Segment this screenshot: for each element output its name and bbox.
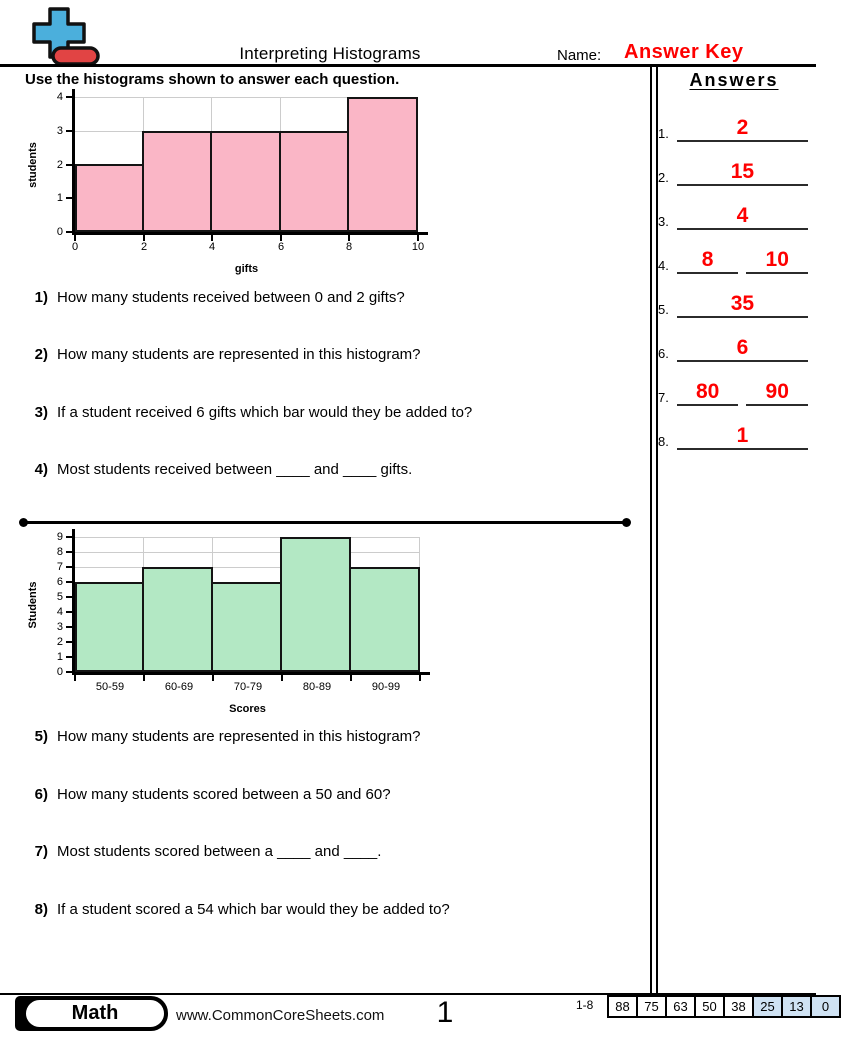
y-axis-tick bbox=[66, 611, 72, 613]
y-tick-label: 5 bbox=[56, 591, 63, 603]
answers-column-divider bbox=[650, 67, 658, 993]
answer-value: 1 bbox=[677, 425, 808, 450]
question-number: 2) bbox=[34, 346, 48, 363]
question-text: How many students are represented in this histogram? bbox=[57, 728, 421, 745]
answers-header: Answers bbox=[689, 70, 779, 90]
x-tick-label: 0 bbox=[71, 241, 79, 253]
answer-value: 90 bbox=[746, 381, 808, 406]
y-axis bbox=[72, 529, 75, 675]
answer-row bbox=[658, 96, 808, 142]
histogram-bar bbox=[142, 567, 213, 672]
x-tick-label: 4 bbox=[208, 241, 216, 253]
subject-badge-label: Math bbox=[26, 1000, 164, 1027]
question-text: If a student scored a 54 which bar would they be added to? bbox=[57, 901, 450, 918]
gridline-horizontal bbox=[75, 552, 420, 553]
question-text: How many students received between 0 and 2 gifts? bbox=[57, 289, 405, 306]
y-axis bbox=[72, 89, 75, 235]
y-axis-title bbox=[25, 537, 41, 672]
x-axis-title: gifts bbox=[234, 263, 259, 275]
page-number: 1 bbox=[436, 996, 454, 1029]
x-category-label: 50-59 bbox=[95, 681, 125, 693]
y-axis-title-text: Students bbox=[27, 580, 39, 629]
answer-row bbox=[658, 184, 808, 230]
question-number: 6) bbox=[34, 786, 48, 803]
y-axis-tick bbox=[66, 626, 72, 628]
score-cell: 50 bbox=[694, 995, 725, 1018]
x-axis-tick bbox=[419, 675, 421, 681]
x-axis-tick bbox=[417, 235, 419, 241]
question-number: 8) bbox=[34, 901, 48, 918]
website-text: www.CommonCoreSheets.com bbox=[176, 1007, 385, 1024]
y-axis-title-text: students bbox=[27, 141, 39, 188]
page-title: Interpreting Histograms bbox=[239, 44, 421, 63]
header-rule bbox=[0, 64, 816, 67]
x-axis-title: Scores bbox=[229, 703, 266, 715]
commoncoresheets-logo bbox=[26, 6, 108, 68]
x-axis-tick bbox=[74, 235, 76, 241]
x-axis-tick bbox=[212, 675, 214, 681]
y-axis-title bbox=[25, 97, 41, 232]
minus-icon bbox=[53, 48, 98, 64]
x-axis-tick bbox=[74, 675, 76, 681]
question-text: How many students scored between a 50 and 60? bbox=[57, 786, 391, 803]
y-axis-tick bbox=[66, 197, 72, 199]
answer-value: 2 bbox=[677, 117, 808, 142]
question-row bbox=[28, 900, 624, 919]
y-axis-tick bbox=[66, 130, 72, 132]
score-cell: 13 bbox=[781, 995, 812, 1018]
y-tick-label: 4 bbox=[56, 606, 63, 618]
y-tick-label: 4 bbox=[56, 91, 63, 103]
x-tick-label: 2 bbox=[140, 241, 148, 253]
x-category-label: 60-69 bbox=[164, 681, 194, 693]
question-row bbox=[28, 345, 624, 364]
question-row bbox=[28, 460, 624, 479]
histogram-bar bbox=[75, 164, 144, 232]
y-axis-tick bbox=[66, 656, 72, 658]
y-tick-label: 3 bbox=[56, 124, 63, 137]
divider-dot-right bbox=[622, 518, 631, 527]
name-label: Name: bbox=[557, 47, 602, 64]
y-tick-label: 6 bbox=[56, 576, 63, 588]
question-row bbox=[28, 403, 624, 422]
answer-row bbox=[658, 140, 808, 186]
scores-histogram bbox=[27, 531, 420, 715]
y-axis-tick bbox=[66, 96, 72, 98]
subject-badge bbox=[15, 996, 168, 1031]
answer-row bbox=[658, 228, 808, 274]
question-row bbox=[28, 727, 624, 746]
answer-number: 1. bbox=[658, 126, 669, 141]
histogram-bar bbox=[211, 582, 282, 672]
y-tick-label: 8 bbox=[56, 546, 63, 558]
score-cell: 75 bbox=[636, 995, 667, 1018]
x-tick-label: 10 bbox=[411, 241, 425, 253]
histogram-bar bbox=[349, 567, 420, 672]
score-cell: 38 bbox=[723, 995, 754, 1018]
gifts-histogram bbox=[27, 91, 425, 275]
y-tick-label: 7 bbox=[56, 561, 63, 573]
score-cell: 88 bbox=[607, 995, 638, 1018]
y-tick-label: 0 bbox=[56, 226, 63, 238]
answer-number: 8. bbox=[658, 434, 669, 449]
answer-value: 80 bbox=[677, 381, 739, 406]
score-table bbox=[607, 995, 841, 1018]
y-axis-tick bbox=[66, 566, 72, 568]
y-axis-tick bbox=[66, 231, 72, 233]
x-category-label: 80-89 bbox=[302, 681, 332, 693]
histogram-bar bbox=[142, 131, 212, 232]
y-axis-tick bbox=[66, 551, 72, 553]
instruction-text: Use the histograms shown to answer each question. bbox=[25, 71, 400, 88]
score-cell: 0 bbox=[810, 995, 841, 1018]
question-text: How many students are represented in this histogram? bbox=[57, 346, 421, 363]
question-row bbox=[28, 785, 624, 804]
x-axis-tick bbox=[211, 235, 213, 241]
question-text: If a student received 6 gifts which bar would they be added to? bbox=[57, 404, 473, 421]
answer-value: 10 bbox=[746, 249, 808, 274]
answer-key-text: Answer Key bbox=[624, 41, 744, 63]
answer-row bbox=[658, 316, 808, 362]
answer-number: 3. bbox=[658, 214, 669, 229]
histogram-bar bbox=[280, 537, 351, 672]
y-tick-label: 0 bbox=[56, 666, 63, 678]
section-divider bbox=[24, 521, 626, 524]
answer-value: 6 bbox=[677, 337, 808, 362]
histogram-bar bbox=[347, 97, 418, 232]
answer-row bbox=[658, 272, 808, 318]
score-cell: 63 bbox=[665, 995, 696, 1018]
answer-value: 4 bbox=[677, 205, 808, 230]
x-axis-tick bbox=[281, 675, 283, 681]
y-axis-tick bbox=[66, 581, 72, 583]
x-axis-tick bbox=[280, 235, 282, 241]
answer-value: 8 bbox=[677, 249, 739, 274]
answer-row bbox=[658, 360, 808, 406]
question-number: 4) bbox=[34, 461, 48, 478]
answer-value: 15 bbox=[677, 161, 808, 186]
histogram-bar bbox=[75, 582, 144, 672]
x-axis-tick bbox=[350, 675, 352, 681]
question-number: 1) bbox=[34, 289, 48, 306]
answer-number: 2. bbox=[658, 170, 669, 185]
y-tick-label: 1 bbox=[56, 651, 63, 663]
x-axis-tick bbox=[143, 235, 145, 241]
x-category-label: 70-79 bbox=[233, 681, 263, 693]
histogram-bar bbox=[210, 131, 281, 232]
gridline-horizontal bbox=[75, 537, 420, 538]
divider-dot-left bbox=[19, 518, 28, 527]
x-tick-label: 8 bbox=[345, 241, 353, 253]
x-tick-label: 6 bbox=[277, 241, 285, 253]
y-tick-label: 9 bbox=[56, 531, 63, 543]
x-axis bbox=[72, 232, 428, 235]
y-axis-tick bbox=[66, 164, 72, 166]
y-tick-label: 2 bbox=[56, 158, 63, 171]
x-axis bbox=[72, 672, 430, 675]
answer-number: 6. bbox=[658, 346, 669, 361]
answer-number: 4. bbox=[658, 258, 669, 273]
y-tick-label: 2 bbox=[56, 636, 63, 648]
answer-row bbox=[658, 404, 808, 450]
y-axis-tick bbox=[66, 671, 72, 673]
plus-minus-logo-graphic bbox=[26, 6, 108, 68]
score-range-label: 1-8 bbox=[576, 998, 594, 1012]
question-number: 5) bbox=[34, 728, 48, 745]
x-axis-tick bbox=[348, 235, 350, 241]
y-axis-tick bbox=[66, 596, 72, 598]
answer-number: 7. bbox=[658, 390, 669, 405]
question-number: 3) bbox=[34, 404, 48, 421]
question-number: 7) bbox=[34, 843, 48, 860]
histogram-bar bbox=[279, 131, 349, 232]
y-tick-label: 3 bbox=[56, 621, 63, 633]
question-row bbox=[28, 288, 624, 307]
answer-number: 5. bbox=[658, 302, 669, 317]
x-axis-tick bbox=[143, 675, 145, 681]
question-text: Most students received between ____ and ____ gifts. bbox=[57, 461, 413, 478]
y-axis-tick bbox=[66, 536, 72, 538]
question-row bbox=[28, 842, 624, 861]
question-text: Most students scored between a ____ and ____. bbox=[57, 843, 382, 860]
score-cell: 25 bbox=[752, 995, 783, 1018]
x-category-label: 90-99 bbox=[371, 681, 401, 693]
y-axis-tick bbox=[66, 641, 72, 643]
answer-value: 35 bbox=[677, 293, 808, 318]
y-tick-label: 1 bbox=[56, 192, 63, 205]
